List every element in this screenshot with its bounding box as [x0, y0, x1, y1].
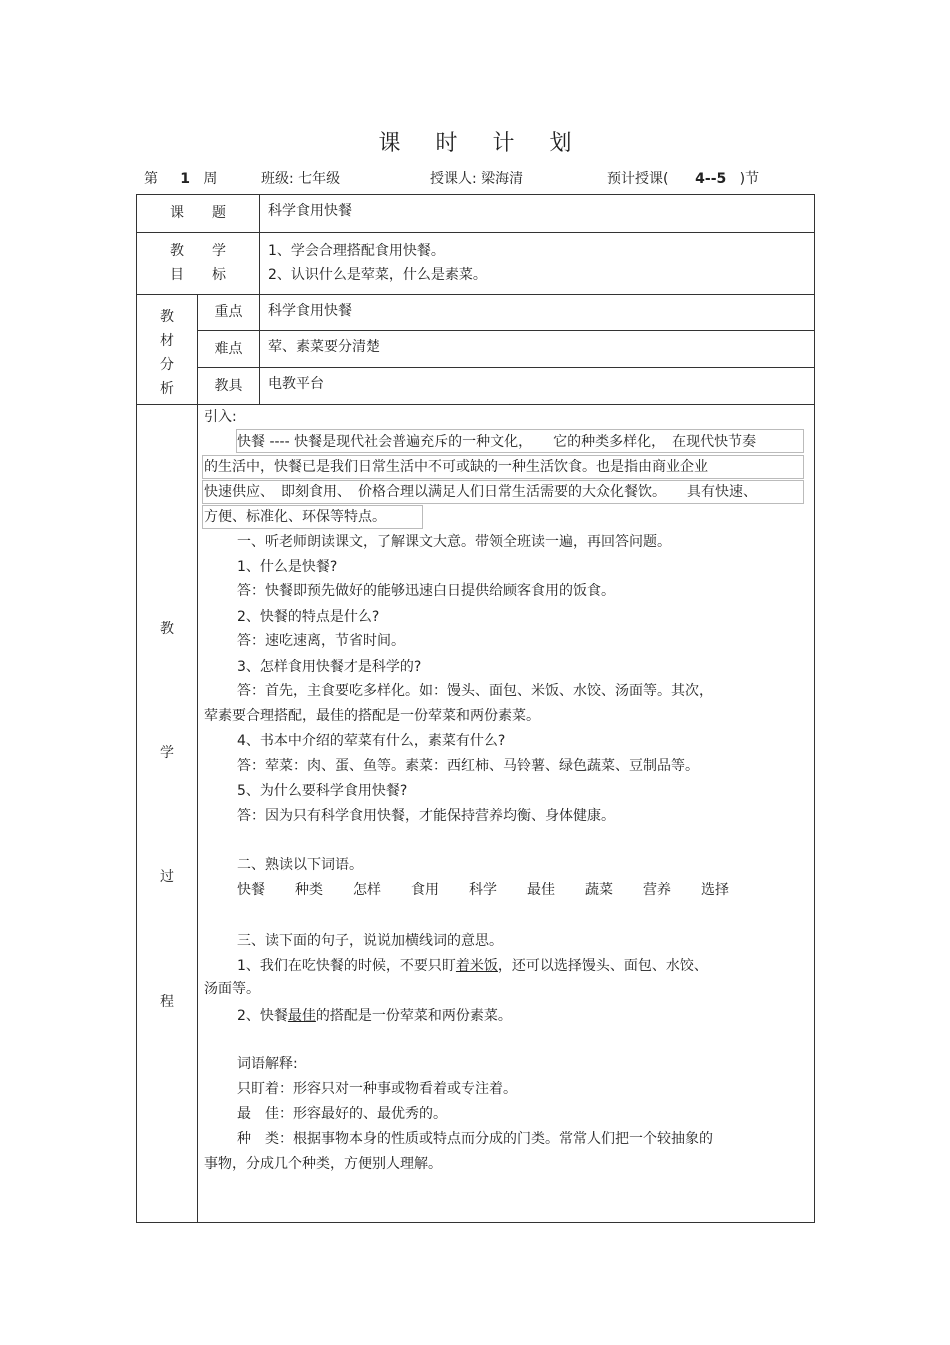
question: 5、为什么要科学食用快餐?: [237, 783, 408, 799]
goal-value-cell: [260, 233, 815, 295]
vocab-definition: 最 佳：形容最好的、最优秀的。: [237, 1106, 447, 1122]
key-value-cell: 科学食用快餐: [260, 295, 815, 331]
difficulty-label: 难点: [198, 331, 260, 368]
word: 快餐: [237, 882, 265, 898]
example-sentence: 1、我们在吃快餐的时候，不要只盯着米饭，还可以选择馒头、面包、水饺、: [237, 958, 708, 974]
word: 蔬菜: [585, 882, 613, 898]
example-sentence: 汤面等。: [204, 981, 260, 997]
tool-label: 教具: [198, 368, 260, 405]
answer: 答：首先，主食要吃多样化。如：馒头、面包、米饭、水饺、汤面等。其次，: [237, 683, 713, 699]
difficulty-row: [137, 331, 815, 368]
intro-paragraph-line: 方便、标准化、环保等特点。: [204, 509, 386, 525]
process-label-cell: 教 学 过 程: [137, 405, 198, 1223]
vocab-heading: 词语解释:: [237, 1056, 298, 1072]
question: 3、怎样食用快餐才是科学的?: [237, 659, 422, 675]
topic-value-cell: 科学食用快餐: [260, 195, 815, 233]
topic-label: 课 题: [137, 195, 260, 233]
answer: 荤素要合理搭配，最佳的搭配是一份荤菜和两份素菜。: [204, 708, 540, 724]
answer: 答：因为只有科学食用快餐，才能保持营养均衡、身体健康。: [237, 808, 615, 824]
answer: 答：荤菜：肉、蛋、鱼等。素菜：西红柿、马铃薯、绿色蔬菜、豆制品等。: [237, 758, 699, 774]
vocab-definition: 事物，分成几个种类，方便别人理解。: [204, 1156, 442, 1172]
word: 选择: [701, 882, 729, 898]
goal-label: 教 学 目 标: [137, 233, 260, 295]
topic-row: [137, 195, 815, 233]
intro-paragraph-line: 快餐 ---- 快餐是现代社会普遍充斥的一种文化， 它的种类多样化， 在现代快节奏: [237, 434, 757, 450]
question: 1、什么是快餐?: [237, 559, 338, 575]
lesson-plan-table: [136, 194, 815, 1223]
answer: 答：速吃速离，节省时间。: [237, 633, 405, 649]
intro-paragraph-line: 快速供应、 即刻食用、 价格合理以满足人们日常生活需要的大众化餐饮。 具有快速、: [204, 484, 757, 500]
section-heading: 二、熟读以下词语。: [237, 857, 363, 873]
difficulty-value-cell: 荤、素菜要分清楚: [260, 331, 815, 368]
word: 种类: [295, 882, 323, 898]
tool-value-cell: 电教平台: [260, 368, 815, 405]
teacher-info: 授课人: 梁海清: [430, 171, 524, 187]
underlined-word: 最佳: [287, 1008, 316, 1024]
example-sentence: 2、快餐最佳的搭配是一份荤菜和两份素菜。: [237, 1008, 512, 1024]
word: 营养: [643, 882, 671, 898]
word: 食用: [411, 882, 439, 898]
key-row: [137, 295, 815, 331]
intro-paragraph-line: 的生活中，快餐已是我们日常生活中不可或缺的一种生活饮食。也是指由商业企业: [204, 459, 708, 475]
word: 最佳: [527, 882, 555, 898]
section-heading: 三、读下面的句子，说说加横线词的意思。: [237, 933, 503, 949]
tool-row: [137, 368, 815, 405]
class-info: 班级: 七年级: [261, 171, 341, 187]
section-heading: 一、听老师朗读课文，了解课文大意。带领全班读一遍，再回答问题。: [237, 534, 671, 550]
goal-item: 2、认识什么是荤菜，什么是素菜。: [268, 267, 487, 283]
goal-item: 1、学会合理搭配食用快餐。: [268, 243, 445, 259]
key-label: 重点: [198, 295, 260, 331]
word: 怎样: [353, 882, 381, 898]
plan-period-count: 4--5: [695, 171, 727, 187]
analysis-label: 教 材 分 析: [137, 295, 198, 405]
process-content: [198, 405, 815, 1223]
vocab-definition: 种 类：根据事物本身的性质或特点而分成的门类。常常人们把一个较抽象的: [237, 1131, 713, 1147]
intro-heading: 引入:: [204, 409, 237, 425]
answer: 答：快餐即预先做好的能够迅速白日提供给顾客食用的饭食。: [237, 583, 615, 599]
week-info: 第 1 周: [144, 171, 218, 187]
week-number: 1: [180, 171, 191, 187]
word-list: [237, 879, 808, 899]
plan-periods: 预计授课( 4--5 )节: [607, 171, 760, 187]
question: 4、书本中介绍的荤菜有什么，素菜有什么?: [237, 733, 506, 749]
underlined-word: 着米饭: [455, 958, 498, 974]
question: 2、快餐的特点是什么?: [237, 609, 380, 625]
vocab-definition: 只盯着：形容只对一种事或物看着或专注着。: [237, 1081, 517, 1097]
page-title: 课 时 计 划: [378, 131, 572, 156]
word: 科学: [469, 882, 497, 898]
goal-row: [137, 233, 815, 295]
process-row: [137, 405, 815, 1223]
